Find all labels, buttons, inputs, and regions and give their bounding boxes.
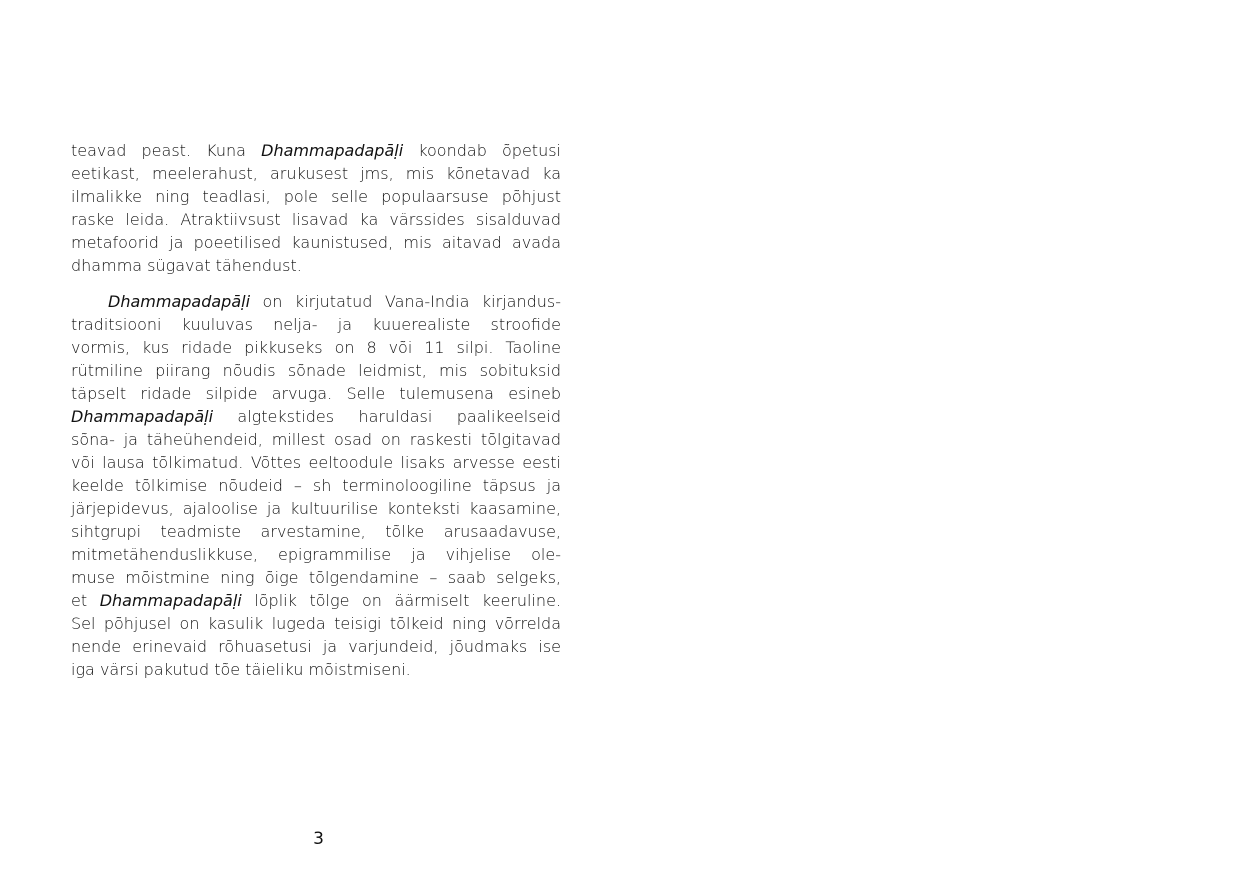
left-page <box>0 0 620 875</box>
text-segment: täpselt ridade silpide arvuga. Selle tulemusena esineb <box>71 384 561 403</box>
text-segment: dhamma sügavat tähendust. <box>71 256 302 275</box>
text-segment: eetikast, meelerahust, arukusest jms, mis kõnetavad ka <box>71 164 561 183</box>
text-line <box>71 405 561 428</box>
text-line <box>71 428 561 451</box>
text-line <box>71 497 561 520</box>
text-line <box>71 612 561 635</box>
text-line <box>71 520 561 543</box>
italic-title: Dhammapadapāḷi <box>108 292 251 311</box>
text-segment: on kirjutatud Vana-India kirjandus- <box>250 292 561 311</box>
text-line <box>71 589 561 612</box>
text-segment: ilmalikke ning teadlasi, pole selle populaarsuse põhjust <box>71 187 561 206</box>
text-line <box>71 162 561 185</box>
text-segment: rütmiline piirang nõudis sõnade leidmist, mis sobituksid <box>71 361 561 380</box>
text-segment: iga värsi pakutud tõe täieliku mõistmiseni. <box>71 660 411 679</box>
text-line <box>71 658 561 681</box>
text-segment: raske leida. Atraktiivsust lisavad ka värssides sisalduvad <box>71 210 561 229</box>
text-segment: vormis, kus ridade pikkuseks on 8 või 11 silpi. Taoline <box>71 338 561 357</box>
text-line <box>71 185 561 208</box>
text-line <box>71 635 561 658</box>
text-line <box>71 566 561 589</box>
text-line <box>71 543 561 566</box>
text-segment: algtekstides haruldasi paalikeelseid <box>213 407 561 426</box>
paragraph <box>71 139 561 277</box>
text-segment: muse mõistmine ning õige tõlgendamine – saab selgeks, <box>71 568 561 587</box>
text-line <box>71 336 561 359</box>
paragraph <box>71 290 561 681</box>
text-line <box>71 231 561 254</box>
text-line <box>71 254 561 277</box>
italic-title: Dhammapadapāḷi <box>99 591 242 610</box>
text-segment: järjepidevus, ajaloolise ja kultuurilise konteksti kaasamine, <box>71 499 561 518</box>
italic-title: Dhammapadapāḷi <box>71 407 214 426</box>
text-line <box>71 313 561 336</box>
text-line <box>71 139 561 162</box>
text-segment: et <box>71 591 100 610</box>
body-text <box>71 139 561 681</box>
text-line <box>71 474 561 497</box>
text-line <box>71 382 561 405</box>
text-segment: või lausa tõlkimatud. Võttes eeltoodule lisaks arvesse eesti <box>71 453 561 472</box>
text-segment: sõna- ja täheühendeid, millest osad on raskesti tõlgitavad <box>71 430 561 449</box>
text-segment: sihtgrupi teadmiste arvestamine, tõlke arusaadavuse, <box>71 522 561 541</box>
text-segment: metafoorid ja poeetilised kaunistused, mis aitavad avada <box>71 233 561 252</box>
text-line <box>71 451 561 474</box>
text-segment: koondab õpetusi <box>403 141 562 160</box>
text-segment: nende erinevaid rõhuasetusi ja varjundeid, jõudmaks ise <box>71 637 561 656</box>
text-segment: keelde tõlkimise nõudeid – sh terminoloogiline täpsus ja <box>71 476 561 495</box>
paragraph-gap <box>71 277 561 290</box>
text-line <box>71 290 561 313</box>
text-segment: Sel põhjusel on kasulik lugeda teisigi tõlkeid ning võrrelda <box>71 614 561 633</box>
text-line <box>71 208 561 231</box>
text-line <box>71 359 561 382</box>
page-number: 3 <box>313 829 324 849</box>
italic-title: Dhammapadapāḷi <box>261 141 404 160</box>
text-segment: traditsiooni kuuluvas nelja- ja kuuerealiste stroofide <box>71 315 561 334</box>
text-segment: mitmetähenduslikkuse, epigrammilise ja vihjelise ole- <box>71 545 561 564</box>
text-segment: teavad peast. Kuna <box>71 141 262 160</box>
text-segment: lõplik tõlge on äärmiselt keeruline. <box>241 591 562 610</box>
